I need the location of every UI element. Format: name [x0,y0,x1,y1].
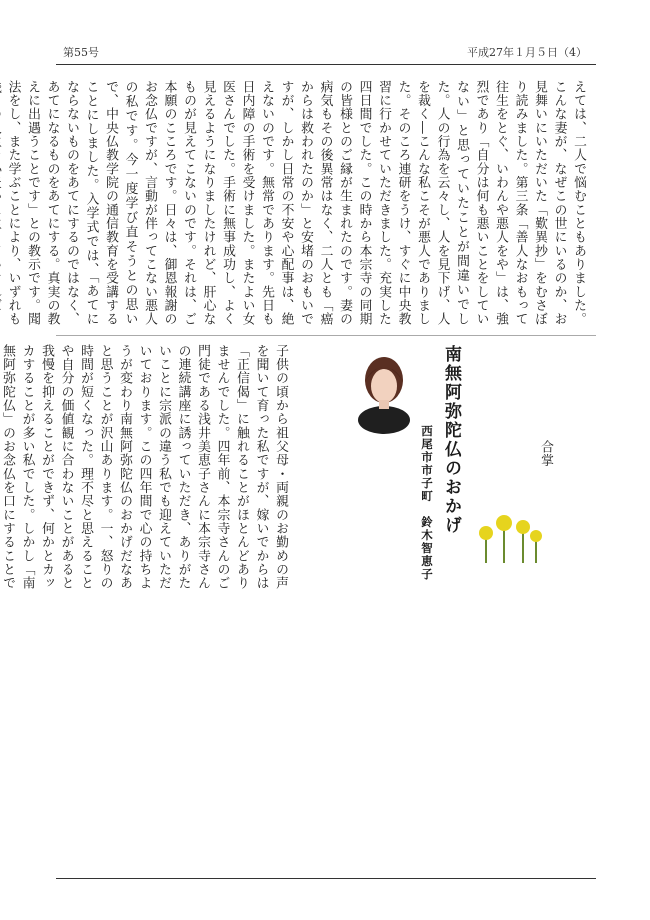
flower-illustration [470,505,550,565]
issue-date: 平成27年１月５日（4） [467,46,587,59]
article-title: 南無阿弥陀仏のおかげ [441,345,461,535]
issue-number: 第55号 [63,46,99,59]
header-rule [56,64,596,65]
footer-rule [56,878,596,879]
article-author: 西尾市市子町 鈴木智恵子 [420,425,434,581]
continued-article-text: えては、二人で悩むこともありました。こんな妻が、なぜこの世にいるのか、お見舞いにいただいた「歎異抄」をむさぼり読みました。第三条「善人なおもって往生をとぐ、いわんや悪人をや」は、強烈であり「自分は何も悪いことをしていない」と思っていたことが間違いでした。人の行為を云々し、人を見下げ、人を裁く―こんな私こそが悪人でありました。そのころ連研をうけ、すぐに中央教習に行かせていただきました。充実した四日間でした。この時から本宗寺の同期の皆様とのご縁が生まれたのです。妻の病気もその後異常はなく、二人とも「癌からは救われたのか」と安堵のおもいですが、しかし日常の不安や心配事は、絶えないのです。無常であります。先日も日内障の手術を受けました。またよい女医さんでした。手術に無事成功し、よく見えるようになりましたけれど、肝心なものが見えてこないのです。それは、ご本願のこころです。日々は、御恩報謝のお念仏ですが、言動が伴ってこない悪人の私です。今一度学び直そうとの思いで、中央仏教学院の通信教育を受講することにしました。入学式では、「あてにならないものをあてにするのではなく、あてになるものをあてにする。真実の教えに出遇うことです」との教示です。聞法をし、また学ぶことにより、いずれも [5,80,586,326]
new-article-text: 子供の頃から祖父母・両親のお勤めの声を聞いて育った私ですが、嫁いでからは「正信偈」に触れることがほとんどありませんでした。四年前、本宗寺さんのご門徒である浅井美恵子さんに本宗寺さんの連続講座に誘っていただき、ありがたいことに宗派の違う私でも迎えていただいております。この四年間で心の持ちようが変わり南無阿弥陀仏のおかげだなあと思うことが沢山あります。一、怒りの時間が短くなった。理不尽と思えることや自分の価値観に合わないことがあると我慢を抑えることができず、何かとカッカすることが多い私でした。しかし「南無阿弥陀仏」のお念仏を口にすることで [0,344,288,590]
article-divider [56,335,596,336]
signoff: 合掌 [538,440,553,468]
author-portrait [350,350,418,428]
